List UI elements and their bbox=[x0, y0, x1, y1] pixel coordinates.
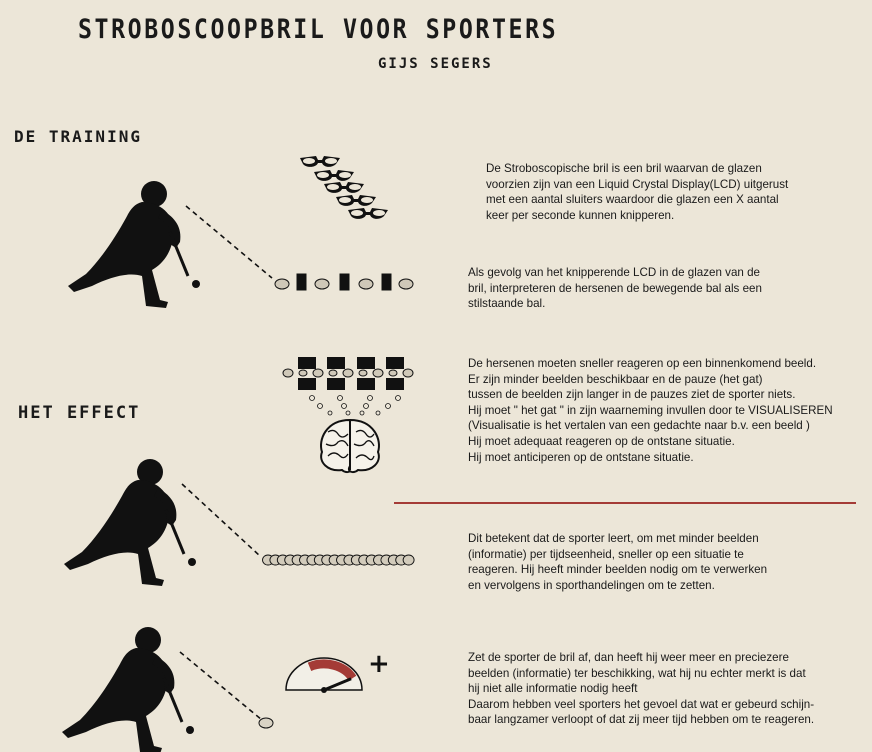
hockey-player-icon-1 bbox=[68, 181, 200, 308]
ball-icon bbox=[259, 718, 273, 728]
paragraph-learning: Dit betekent dat de sporter leert, om met minder beelden (informatie) per tijdseenheid, sneller op een situatie te reageren. Hij heeft minder beelden nodig om te verwerken en vervolgens in sporthandelingen om te zetten. bbox=[468, 532, 768, 592]
paragraph-glasses-description: De Stroboscopische bril is een bril waarvan de glazen voorzien zijn van een Liquid Crystal Display(LCD) uitgerust met een aantal sluiters waardoor die glazen een X aantal keer per seconde kunnen knipperen. bbox=[486, 162, 789, 222]
brain-icon bbox=[321, 420, 379, 472]
glasses-icon bbox=[300, 156, 388, 219]
speed-gauge-icon bbox=[286, 658, 362, 693]
section-heading-training: DE TRAINING bbox=[14, 127, 142, 146]
section-heading-effect: HET EFFECT bbox=[18, 403, 141, 423]
blink-frames-icon bbox=[283, 357, 413, 415]
hockey-player-icon-3 bbox=[62, 627, 194, 752]
page-title: STROBOSCOOPBRIL VOOR SPORTERS bbox=[78, 14, 559, 45]
hockey-player-icon-2 bbox=[64, 459, 196, 586]
paragraph-stationary-ball: Als gevolg van het knipperende LCD in de glazen van de bril, interpreteren de hersenen de bewegende bal als een stilstaande bal. bbox=[468, 266, 762, 311]
plus-sign: + bbox=[368, 649, 390, 679]
paragraph-brain-reaction: De hersenen moeten sneller reageren op een binnenkomend beeld. Er zijn minder beelden beschikbaar en de pauze (het gat) tussen de beelden zijn langer in de pauzes ziet de sporter niets. Hij moet " het gat " in zijn waarneming invullen door te VISUALISEREN (Visualisatie is het vertalen van een gedachte naar b.v. een beeld ) Hij moet adequaat reageren op de ontstane situatie. Hij moet anticiperen op de ontstane situatie. bbox=[468, 357, 833, 464]
continuous-ball-sequence-icon bbox=[263, 555, 415, 565]
chain-ball bbox=[403, 555, 414, 565]
ball-sequence-icon bbox=[275, 274, 413, 290]
paragraph-without-glasses: Zet de sporter de bril af, dan heeft hij weer meer en preciezere beelden (informatie) ter beschikking, wat hij nu echter merkt is dat hij niet alle informatie nodig heeft Daarom hebben veel sporters het gevoel dat wat er gebeurd schijn- baar langzamer verloopt of dat zij meer tijd hebben om te reageren. bbox=[468, 651, 815, 727]
author-name: GIJS SEGERS bbox=[378, 56, 493, 72]
